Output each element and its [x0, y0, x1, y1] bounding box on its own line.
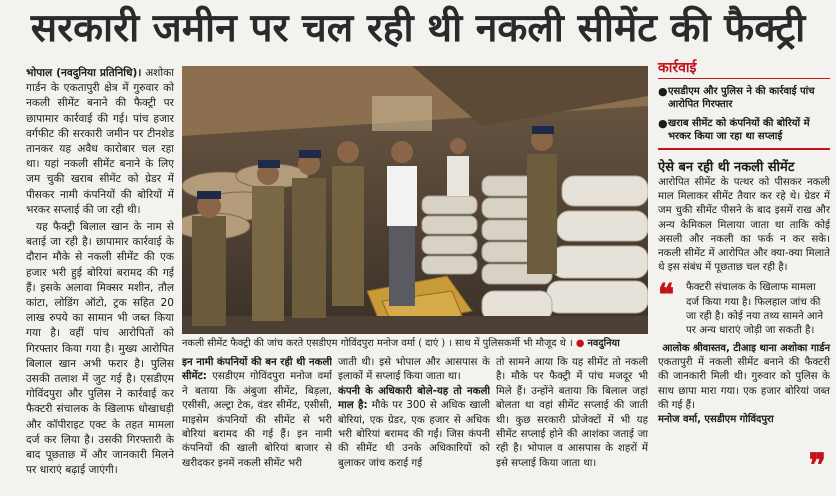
photo-caption [182, 336, 648, 352]
subhead-officials: कंपनी के अधिकारी बोले-यह तो नकली माल है: [338, 385, 490, 412]
sidebar-bullet [658, 85, 830, 111]
article-column-1 [26, 66, 174, 490]
caption-text: नकली सीमेंट फैक्ट्री की जांच करते एसडीएम गोविंदपुरा मनोज वर्मा ( दाएं ) । साथ में पुलिसकर्मी भी मौजूद थे । [182, 338, 573, 349]
column-2-text: एसडीएम गोविंदपुरा मनोज वर्मा ने बताया कि अंबुजा सीमेंट, बिड़ला, एसीसी, अल्ट्रा टेक, वंडर सीमेंट, एसीसी, माइसेम कंपनियों की सीमेंट से भरी बोरियां बरामद की गई हैं। इन नामी कंपनियों की खाली बोरियां बाजार से खरीदकर इनमें नकली सीमेंट भरी [182, 371, 332, 469]
quote-1-text: फैक्टरी संचालक के खिलाफ मामला दर्ज किया गया है। फिलहाल जांच की जा रही है। कोई नया तथ्य सामने आने पर अन्य धाराएं जोड़ी जा सकती है। [686, 282, 824, 337]
sidebar-bullet-text: खराब सीमेंट को कंपनियों की बोरियों में भरकर किया जा रहा था सप्लाई [668, 118, 810, 142]
quote-2-byline: मनोज वर्मा, एसडीएम गोविंदपुरा [658, 414, 774, 426]
quote-2-text: एकतापुरी में नकली सीमेंट बनाने की फैक्टरी की जानकारी मिली थी। गुरुवार को पुलिस के साथ छापा मारा गया। एक हजार बोरियां जब्त की गई हैं। [658, 357, 830, 411]
sidebar-tag: कार्रवाई [658, 58, 830, 79]
sidebar-bullet-text: एसडीएम और पुलिस ने की कार्रवाई पांच आरोपित गिरफ्तार [668, 86, 815, 110]
photo-credit: नवदुनिया [587, 338, 620, 349]
subhead-brands: इन नामी कंपनियों की बन रही थी नकली सीमेंट: [182, 357, 332, 383]
dateline: भोपाल (नवदुनिया प्रतिनिधि)। [26, 67, 142, 79]
column-3-text: मौके पर 300 से अधिक खाली बोरियां, एक ग्रेडर, एक हजार से अधिक भरी बोरियां बरामद की गईं। जिस कंपनी की सीमेंट थी उनके अधिकारियों को बुलाकर जांच कराई गई [338, 400, 490, 469]
article-paragraph-2: यह फैक्ट्री बिलाल खान के नाम से बताई जा रही है। छापामार कार्रवाई के दौरान मौके से नकली सीमेंट की एक हजार भरी हुई बोरियां बरामद की गई हैं। इसके अलावा मिक्सर मशीन, तौल कांटा, लोडिंग ऑटो, ट्रक सहित 20 लाख रुपये का सामान भी जब्त किया गया है। वहीं पांच आरोपितों को गिरफ्तार किया गया है। मुख्य आरोपित बिलाल खान अभी फरार है। पुलिस उसकी तलाश में जुट गई है। एसडीएम गोविंदपुरा और पुलिस ने कार्रवाई कर फैक्टरी संचालक के खिलाफ धोखाधड़ी और कॉपीराइट एक्ट के तहत मामला दर्ज कर लिया है। उसकी गिरफ्तारी के बाद पूछताछ में और जानकारी मिलने पर धाराएं बढ़ाई जाएंगी। [26, 221, 174, 477]
column-3-lead: जाती थी। इसे भोपाल और आसपास के इलाकों में सप्लाई किया जाता था। [338, 357, 490, 383]
bullet-icon: ● [658, 85, 668, 98]
headline: सरकारी जमीन पर चल रही थी नकली सीमेंट की फैक्ट्री [30, 6, 806, 51]
sidebar [658, 58, 830, 494]
sidebar-divider [658, 148, 830, 150]
sidebar-body: आरोपित सीमेंट के पत्थर को पीसकर नकली माल मिलाकर सीमेंट तैयार कर रहे थे। ग्रेडर में जम चुकी सीमेंट पीसने के बाद इसमें राख और अन्य केमिकल मिलाया जाता था ताकि कोई असली और नकली का फर्क न कर सके। नकली सीमेंट में आरोपित और क्या-क्या मिलाते थे इस संबंध में पूछताछ चल रही है। [658, 177, 830, 274]
article-paragraph-1: अशोका गार्डन के एकतापुरी क्षेत्र में गुरुवार को नकली सीमेंट बनाने की फैक्ट्री पर छापामार कार्रवाई की गई। पांच हजार वर्गफीट की सरकारी जमीन पर टीनशेड तानकर यह अवैध कारोबार चल रहा था। यहां नकली सीमेंट बनाने के लिए जम चुकी खराब सीमेंट को ग्रेडर में पीसकर नामी कंपनियों की बोरियों में भरकर सप्लाई की जा रही थी। [26, 67, 174, 216]
bullet-icon: ● [658, 117, 668, 130]
article-column-3 [338, 356, 490, 490]
quote-close-icon: ❞ [808, 446, 826, 484]
sidebar-heading: ऐसे बन रही थी नकली सीमेंट [658, 160, 795, 175]
article-column-2 [182, 356, 332, 490]
quote-1-byline: आलोक श्रीवास्तव, टीआइ थाना अशोका गार्डन [662, 343, 830, 355]
credit-marker: ● [575, 338, 585, 349]
news-photo [182, 66, 648, 334]
warehouse-raid-photo [182, 66, 648, 334]
quote-icon: ❝ [658, 278, 675, 314]
sidebar-bullet [658, 117, 830, 143]
column-4-text: तो सामने आया कि यह सीमेंट तो नकली है। मौके पर फैक्ट्री में पांच मजदूर भी मिले हैं। उन्होंने बताया कि बिलाल जहां बोलता था वहां सीमेंट सप्लाई की जाती थी। कुछ सरकारी प्रोजेक्टों में भी यह सीमेंट सप्लाई होने की आशंका जताई जा रही है। भोपाल व आसपास के शहरों में इसे सप्लाई किया जाता था। [496, 357, 648, 469]
article-column-4 [496, 356, 648, 490]
quote-block-1 [658, 278, 830, 338]
